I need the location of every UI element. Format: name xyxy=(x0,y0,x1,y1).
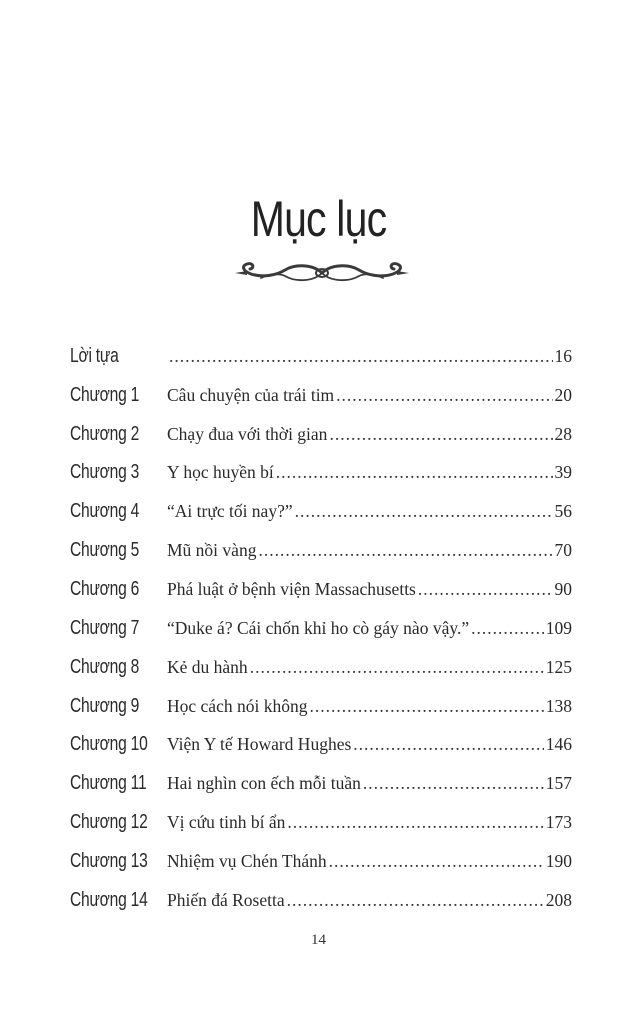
toc-row xyxy=(70,725,572,764)
toc-title: Kẻ du hành xyxy=(167,656,248,677)
toc-leader xyxy=(336,385,552,406)
toc-page: 56 xyxy=(554,501,572,522)
toc-label: Chương 1 xyxy=(70,383,140,406)
toc-page: 157 xyxy=(545,773,572,794)
toc-page: 146 xyxy=(545,734,572,755)
toc-title: Hai nghìn con ếch mỗi tuần xyxy=(167,773,361,794)
toc-label: Chương 2 xyxy=(70,422,140,445)
toc-page: 138 xyxy=(545,695,572,716)
toc-title: Học cách nói không xyxy=(167,695,308,716)
toc-leader xyxy=(329,424,552,445)
toc-row xyxy=(70,609,572,648)
toc-page: 20 xyxy=(554,384,572,405)
toc-row xyxy=(70,454,572,493)
toc-leader xyxy=(276,462,553,483)
toc-page: 90 xyxy=(554,578,572,599)
toc-row xyxy=(70,687,572,726)
toc-label: Chương 7 xyxy=(70,616,140,639)
toc-label: Chương 6 xyxy=(70,577,140,600)
toc-row xyxy=(70,415,572,454)
toc-leader xyxy=(471,618,544,639)
toc-leader xyxy=(309,696,543,717)
toc-page: 28 xyxy=(554,423,572,444)
toc-page: 109 xyxy=(545,617,572,638)
toc-row xyxy=(70,803,572,842)
toc-page: 173 xyxy=(545,812,572,833)
table-of-contents xyxy=(70,337,572,920)
toc-title: “Ai trực tối nay?” xyxy=(167,501,293,522)
scroll-flourish-icon xyxy=(233,258,411,288)
toc-page: 16 xyxy=(554,345,572,366)
toc-title: Chạy đua với thời gian xyxy=(167,423,328,444)
toc-row xyxy=(70,648,572,687)
toc-leader xyxy=(287,890,544,911)
toc-label: Chương 4 xyxy=(70,500,140,523)
toc-label: Chương 5 xyxy=(70,539,140,562)
toc-title: Phiến đá Rosetta xyxy=(167,889,285,910)
toc-leader xyxy=(295,501,553,522)
toc-page: 39 xyxy=(554,462,572,483)
toc-leader xyxy=(353,734,543,755)
toc-title: “Duke á? Cái chốn khỉ ho cò gáy nào vậy.” xyxy=(167,617,470,638)
toc-label: Chương 3 xyxy=(70,461,140,484)
toc-leader xyxy=(258,540,552,561)
toc-leader xyxy=(169,346,553,367)
toc-row xyxy=(70,531,572,570)
toc-title: Nhiệm vụ Chén Thánh xyxy=(167,850,327,871)
toc-row xyxy=(70,492,572,531)
toc-title: Vị cứu tinh bí ẩn xyxy=(167,812,286,833)
toc-leader xyxy=(418,579,553,600)
page-title: Mục lục xyxy=(250,191,387,247)
toc-label: Chương 11 xyxy=(70,772,147,795)
toc-label: Chương 8 xyxy=(70,655,140,678)
toc-page: 70 xyxy=(554,540,572,561)
toc-title: Mũ nồi vàng xyxy=(167,540,257,561)
toc-page: 125 xyxy=(545,656,572,677)
toc-label: Chương 12 xyxy=(70,811,148,834)
toc-row xyxy=(70,337,572,376)
toc-row xyxy=(70,570,572,609)
toc-title: Viện Y tế Howard Hughes xyxy=(167,734,352,755)
toc-title: Phá luật ở bệnh viện Massachusetts xyxy=(167,578,416,599)
toc-row xyxy=(70,842,572,881)
toc-title: Y học huyền bí xyxy=(167,462,274,483)
toc-leader xyxy=(329,851,544,872)
toc-leader xyxy=(363,773,544,794)
toc-row xyxy=(70,764,572,803)
page-number: 14 xyxy=(311,932,326,948)
toc-row xyxy=(70,376,572,415)
toc-label: Chương 14 xyxy=(70,888,148,911)
toc-label: Chương 13 xyxy=(70,849,148,872)
toc-label: Chương 10 xyxy=(70,733,148,756)
toc-title: Câu chuyện của trái tim xyxy=(167,384,335,405)
toc-page: 190 xyxy=(545,850,572,871)
toc-page: 208 xyxy=(545,889,572,910)
toc-row xyxy=(70,881,572,920)
toc-leader xyxy=(287,812,543,833)
toc-label: Chương 9 xyxy=(70,694,140,717)
toc-leader xyxy=(250,657,544,678)
toc-label: Lời tựa xyxy=(70,344,119,367)
